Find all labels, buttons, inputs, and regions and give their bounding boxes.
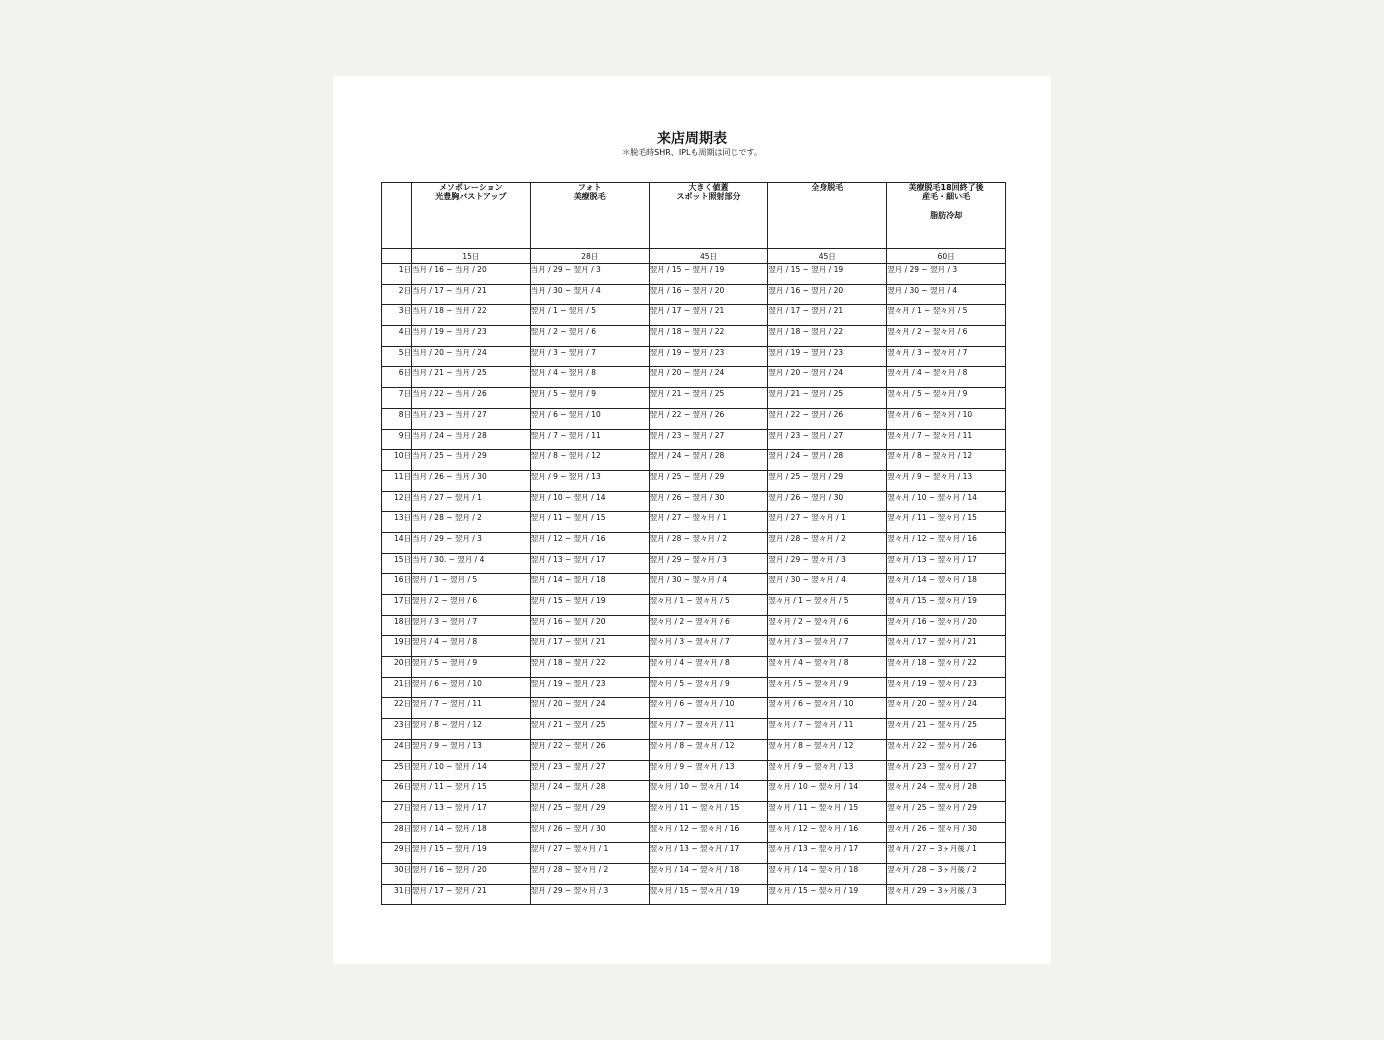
interval-corner: [382, 249, 412, 264]
schedule-cell: 翌々月 / 3 ~ 翌々月 / 7: [649, 636, 768, 657]
table-row: [382, 843, 1006, 864]
schedule-cell: 翌月 / 14 ~ 翌月 / 18: [530, 574, 649, 595]
schedule-cell: 翌々月 / 2 ~ 翌々月 / 6: [768, 615, 887, 636]
schedule-cell: 翌々月 / 5 ~ 翌々月 / 9: [768, 677, 887, 698]
day-label: 4日: [382, 326, 412, 347]
schedule-cell: 翌々月 / 6 ~ 翌々月 / 10: [768, 698, 887, 719]
schedule-cell: 当月 / 27 ~ 翌月 / 1: [412, 491, 531, 512]
schedule-cell: 翌々月 / 5 ~ 翌々月 / 9: [649, 677, 768, 698]
column-header: [530, 183, 649, 249]
schedule-cell: 翌々月 / 8 ~ 翌々月 / 12: [887, 450, 1006, 471]
table-row: [382, 429, 1006, 450]
table-row: [382, 553, 1006, 574]
schedule-cell: 当月 / 29 ~ 翌月 / 3: [530, 264, 649, 285]
schedule-cell: 翌々月 / 2 ~ 翌々月 / 6: [649, 615, 768, 636]
interval-cell: 60日: [887, 249, 1006, 264]
schedule-cell: 翌月 / 15 ~ 翌月 / 19: [768, 264, 887, 285]
schedule-cell: 翌々月 / 12 ~ 翌々月 / 16: [887, 532, 1006, 553]
table-row: [382, 884, 1006, 905]
schedule-cell: 翌月 / 19 ~ 翌月 / 23: [768, 346, 887, 367]
table-row: [382, 657, 1006, 678]
schedule-cell: 翌月 / 22 ~ 翌月 / 26: [530, 739, 649, 760]
day-label: 3日: [382, 305, 412, 326]
schedule-cell: 翌月 / 26 ~ 翌月 / 30: [530, 822, 649, 843]
schedule-cell: 翌々月 / 1 ~ 翌々月 / 5: [768, 595, 887, 616]
day-label: 24日: [382, 739, 412, 760]
schedule-cell: 翌月 / 18 ~ 翌月 / 22: [768, 326, 887, 347]
schedule-cell: 翌月 / 1 ~ 翌月 / 5: [530, 305, 649, 326]
table-row: [382, 532, 1006, 553]
column-header-line1: 美療脱毛18回終了後: [908, 183, 984, 192]
schedule-cell: 翌々月 / 23 ~ 翌々月 / 27: [887, 760, 1006, 781]
schedule-cell: 当月 / 20 ~ 当月 / 24: [412, 346, 531, 367]
schedule-cell: 当月 / 16 ~ 当月 / 20: [412, 264, 531, 285]
schedule-cell: 翌々月 / 10 ~ 翌々月 / 14: [768, 781, 887, 802]
schedule-cell: 翌々月 / 21 ~ 翌々月 / 25: [887, 719, 1006, 740]
schedule-cell: 翌月 / 3 ~ 翌月 / 7: [530, 346, 649, 367]
schedule-cell: 翌月 / 17 ~ 翌月 / 21: [412, 884, 531, 905]
day-label: 9日: [382, 429, 412, 450]
schedule-cell: 翌月 / 10 ~ 翌月 / 14: [530, 491, 649, 512]
schedule-cell: 翌月 / 22 ~ 翌月 / 26: [649, 408, 768, 429]
schedule-cell: 翌月 / 10 ~ 翌月 / 14: [412, 760, 531, 781]
day-label: 22日: [382, 698, 412, 719]
schedule-cell: 翌月 / 15 ~ 翌月 / 19: [412, 843, 531, 864]
table-row: [382, 408, 1006, 429]
schedule-cell: 翌月 / 3 ~ 翌月 / 7: [412, 615, 531, 636]
schedule-cell: 翌々月 / 6 ~ 翌々月 / 10: [649, 698, 768, 719]
schedule-cell: 翌月 / 8 ~ 翌月 / 12: [412, 719, 531, 740]
schedule-cell: 翌々月 / 15 ~ 翌々月 / 19: [768, 884, 887, 905]
schedule-cell: 翌月 / 9 ~ 翌月 / 13: [412, 739, 531, 760]
schedule-cell: 翌月 / 27 ~ 翌々月 / 1: [768, 512, 887, 533]
schedule-cell: 翌々月 / 20 ~ 翌々月 / 24: [887, 698, 1006, 719]
schedule-cell: 翌月 / 16 ~ 翌月 / 20: [412, 863, 531, 884]
schedule-cell: 翌々月 / 7 ~ 翌々月 / 11: [768, 719, 887, 740]
schedule-cell: 翌々月 / 7 ~ 翌々月 / 11: [649, 719, 768, 740]
column-header-line2: 美療脱毛: [573, 192, 606, 201]
schedule-cell: 翌月 / 18 ~ 翌月 / 22: [649, 326, 768, 347]
column-header-note: 脂肪冷却: [930, 211, 963, 220]
day-label: 21日: [382, 677, 412, 698]
table-row: [382, 822, 1006, 843]
schedule-cell: 翌々月 / 14 ~ 翌々月 / 18: [649, 863, 768, 884]
document-subtitle: ＊脱毛時SHR、IPLも周期は同じです。: [622, 148, 762, 157]
schedule-cell: 翌月 / 23 ~ 翌月 / 27: [530, 760, 649, 781]
document-page: [333, 76, 1051, 964]
schedule-cell: 当月 / 21 ~ 当月 / 25: [412, 367, 531, 388]
schedule-cell: 翌々月 / 26 ~ 翌々月 / 30: [887, 822, 1006, 843]
interval-cell: 45日: [768, 249, 887, 264]
schedule-cell: 翌々月 / 9 ~ 翌々月 / 13: [887, 470, 1006, 491]
day-label: 26日: [382, 781, 412, 802]
schedule-cell: 翌月 / 29 ~ 翌々月 / 3: [649, 553, 768, 574]
day-label: 20日: [382, 657, 412, 678]
schedule-cell: 翌月 / 8 ~ 翌月 / 12: [530, 450, 649, 471]
day-label: 25日: [382, 760, 412, 781]
schedule-cell: 翌々月 / 16 ~ 翌々月 / 20: [887, 615, 1006, 636]
schedule-cell: 翌月 / 22 ~ 翌月 / 26: [768, 408, 887, 429]
day-label: 13日: [382, 512, 412, 533]
schedule-cell: 翌月 / 6 ~ 翌月 / 10: [412, 677, 531, 698]
column-header: [412, 183, 531, 249]
table-row: [382, 781, 1006, 802]
table-row: [382, 677, 1006, 698]
schedule-cell: 翌々月 / 9 ~ 翌々月 / 13: [649, 760, 768, 781]
day-label: 29日: [382, 843, 412, 864]
interval-row: [382, 249, 1006, 264]
schedule-cell: 翌々月 / 13 ~ 翌々月 / 17: [649, 843, 768, 864]
table-row: [382, 470, 1006, 491]
schedule-cell: 翌々月 / 10 ~ 翌々月 / 14: [887, 491, 1006, 512]
schedule-cell: 翌々月 / 1 ~ 翌々月 / 5: [649, 595, 768, 616]
table-row: [382, 615, 1006, 636]
schedule-cell: 翌々月 / 15 ~ 翌々月 / 19: [887, 595, 1006, 616]
schedule-cell: 翌月 / 24 ~ 翌月 / 28: [649, 450, 768, 471]
schedule-cell: 翌月 / 28 ~ 翌々月 / 2: [649, 532, 768, 553]
schedule-cell: 翌月 / 30 ~ 翌々月 / 4: [649, 574, 768, 595]
schedule-cell: 当月 / 30. ~ 翌月 / 4: [412, 553, 531, 574]
schedule-cell: 当月 / 19 ~ 当月 / 23: [412, 326, 531, 347]
interval-cell: 28日: [530, 249, 649, 264]
day-label: 11日: [382, 470, 412, 491]
schedule-cell: 翌々月 / 13 ~ 翌々月 / 17: [887, 553, 1006, 574]
schedule-cell: 翌月 / 12 ~ 翌月 / 16: [530, 532, 649, 553]
table-row: [382, 760, 1006, 781]
day-label: 14日: [382, 532, 412, 553]
schedule-cell: 翌々月 / 9 ~ 翌々月 / 13: [768, 760, 887, 781]
schedule-cell: 翌月 / 25 ~ 翌月 / 29: [649, 470, 768, 491]
day-label: 17日: [382, 595, 412, 616]
document-title: 来店周期表: [657, 131, 727, 147]
column-header: [768, 183, 887, 249]
day-label: 6日: [382, 367, 412, 388]
schedule-cell: 当月 / 28 ~ 翌月 / 2: [412, 512, 531, 533]
table-row: [382, 367, 1006, 388]
schedule-cell: 翌々月 / 22 ~ 翌々月 / 26: [887, 739, 1006, 760]
table-row: [382, 739, 1006, 760]
schedule-cell: 翌月 / 23 ~ 翌月 / 27: [768, 429, 887, 450]
schedule-cell: 翌月 / 29 ~ 翌々月 / 3: [530, 884, 649, 905]
day-label: 1日: [382, 264, 412, 285]
header-row: [382, 183, 1006, 249]
schedule-cell: 翌月 / 17 ~ 翌月 / 21: [649, 305, 768, 326]
schedule-cell: 当月 / 29 ~ 翌月 / 3: [412, 532, 531, 553]
schedule-cell: 当月 / 24 ~ 当月 / 28: [412, 429, 531, 450]
schedule-cell: 翌月 / 19 ~ 翌月 / 23: [530, 677, 649, 698]
table-row: [382, 719, 1006, 740]
schedule-cell: 翌月 / 23 ~ 翌月 / 27: [649, 429, 768, 450]
schedule-cell: 当月 / 18 ~ 当月 / 22: [412, 305, 531, 326]
schedule-cell: 翌月 / 9 ~ 翌月 / 13: [530, 470, 649, 491]
schedule-cell: 翌々月 / 27 ~ 3ヶ月後 / 1: [887, 843, 1006, 864]
schedule-cell: 翌月 / 16 ~ 翌月 / 20: [768, 284, 887, 305]
schedule-cell: 翌々月 / 11 ~ 翌々月 / 15: [649, 801, 768, 822]
schedule-cell: 翌月 / 30 ~ 翌々月 / 4: [768, 574, 887, 595]
table-row: [382, 388, 1006, 409]
day-label: 19日: [382, 636, 412, 657]
schedule-cell: 翌月 / 13 ~ 翌月 / 17: [412, 801, 531, 822]
schedule-cell: 翌月 / 20 ~ 翌月 / 24: [530, 698, 649, 719]
schedule-cell: 翌月 / 27 ~ 翌々月 / 1: [649, 512, 768, 533]
schedule-cell: 翌月 / 21 ~ 翌月 / 25: [530, 719, 649, 740]
schedule-cell: 翌月 / 2 ~ 翌月 / 6: [530, 326, 649, 347]
schedule-cell: 翌々月 / 18 ~ 翌々月 / 22: [887, 657, 1006, 678]
schedule-cell: 翌月 / 24 ~ 翌月 / 28: [530, 781, 649, 802]
day-label: 7日: [382, 388, 412, 409]
table-body: [382, 264, 1006, 905]
day-label: 15日: [382, 553, 412, 574]
schedule-cell: 翌月 / 17 ~ 翌月 / 21: [530, 636, 649, 657]
schedule-cell: 当月 / 30 ~ 翌月 / 4: [530, 284, 649, 305]
interval-cell: 45日: [649, 249, 768, 264]
table-row: [382, 305, 1006, 326]
column-header-line1: 全身脱毛: [811, 183, 844, 192]
day-label: 2日: [382, 284, 412, 305]
visit-cycle-table: [381, 182, 1006, 905]
table-row: [382, 636, 1006, 657]
schedule-cell: 翌月 / 25 ~ 翌月 / 29: [768, 470, 887, 491]
day-label: 5日: [382, 346, 412, 367]
schedule-cell: 翌月 / 15 ~ 翌月 / 19: [649, 264, 768, 285]
schedule-cell: 翌月 / 13 ~ 翌月 / 17: [530, 553, 649, 574]
schedule-cell: 翌月 / 21 ~ 翌月 / 25: [768, 388, 887, 409]
schedule-cell: 翌々月 / 11 ~ 翌々月 / 15: [887, 512, 1006, 533]
schedule-cell: 翌月 / 25 ~ 翌月 / 29: [530, 801, 649, 822]
schedule-cell: 翌月 / 26 ~ 翌月 / 30: [649, 491, 768, 512]
table-row: [382, 450, 1006, 471]
schedule-cell: 翌々月 / 4 ~ 翌々月 / 8: [887, 367, 1006, 388]
day-label: 31日: [382, 884, 412, 905]
schedule-cell: 翌々月 / 10 ~ 翌々月 / 14: [649, 781, 768, 802]
schedule-cell: 当月 / 25 ~ 当月 / 29: [412, 450, 531, 471]
schedule-cell: 翌月 / 19 ~ 翌月 / 23: [649, 346, 768, 367]
schedule-cell: 翌月 / 11 ~ 翌月 / 15: [530, 512, 649, 533]
schedule-cell: 翌月 / 28 ~ 翌々月 / 2: [768, 532, 887, 553]
schedule-cell: 翌月 / 27 ~ 翌々月 / 1: [530, 843, 649, 864]
schedule-cell: 翌々月 / 3 ~ 翌々月 / 7: [887, 346, 1006, 367]
schedule-cell: 翌々月 / 4 ~ 翌々月 / 8: [649, 657, 768, 678]
schedule-cell: 翌月 / 4 ~ 翌月 / 8: [530, 367, 649, 388]
schedule-cell: 翌月 / 18 ~ 翌月 / 22: [530, 657, 649, 678]
column-header-line2: スポット照射部分: [676, 192, 741, 201]
schedule-cell: 翌月 / 26 ~ 翌月 / 30: [768, 491, 887, 512]
table-row: [382, 698, 1006, 719]
column-header-line2: 産毛・細い毛: [922, 192, 971, 201]
schedule-cell: 翌々月 / 5 ~ 翌々月 / 9: [887, 388, 1006, 409]
day-label: 16日: [382, 574, 412, 595]
table-row: [382, 595, 1006, 616]
day-label: 8日: [382, 408, 412, 429]
schedule-cell: 翌月 / 20 ~ 翌月 / 24: [768, 367, 887, 388]
schedule-cell: 翌月 / 6 ~ 翌月 / 10: [530, 408, 649, 429]
schedule-cell: 翌月 / 14 ~ 翌月 / 18: [412, 822, 531, 843]
table-row: [382, 491, 1006, 512]
schedule-cell: 翌々月 / 14 ~ 翌々月 / 18: [768, 863, 887, 884]
schedule-cell: 当月 / 22 ~ 当月 / 26: [412, 388, 531, 409]
day-label: 30日: [382, 863, 412, 884]
table-row: [382, 512, 1006, 533]
schedule-cell: 翌月 / 29 ~ 翌々月 / 3: [768, 553, 887, 574]
table-row: [382, 863, 1006, 884]
day-label: 28日: [382, 822, 412, 843]
schedule-cell: 翌月 / 15 ~ 翌月 / 19: [530, 595, 649, 616]
schedule-cell: 翌々月 / 13 ~ 翌々月 / 17: [768, 843, 887, 864]
schedule-cell: 翌々月 / 12 ~ 翌々月 / 16: [768, 822, 887, 843]
schedule-cell: 翌月 / 30 ~ 翌月 / 4: [887, 284, 1006, 305]
schedule-cell: 翌々月 / 8 ~ 翌々月 / 12: [649, 739, 768, 760]
schedule-cell: 翌々月 / 15 ~ 翌々月 / 19: [649, 884, 768, 905]
schedule-cell: 翌々月 / 24 ~ 翌々月 / 28: [887, 781, 1006, 802]
column-header-line1: メソポレーション: [439, 183, 503, 192]
schedule-cell: 翌月 / 11 ~ 翌月 / 15: [412, 781, 531, 802]
schedule-cell: 翌々月 / 3 ~ 翌々月 / 7: [768, 636, 887, 657]
schedule-cell: 翌月 / 2 ~ 翌月 / 6: [412, 595, 531, 616]
schedule-cell: 翌々月 / 19 ~ 翌々月 / 23: [887, 677, 1006, 698]
schedule-cell: 翌月 / 21 ~ 翌月 / 25: [649, 388, 768, 409]
column-header-line2: 光豊胸バストアップ: [435, 192, 507, 201]
table-row: [382, 801, 1006, 822]
schedule-cell: 翌々月 / 4 ~ 翌々月 / 8: [768, 657, 887, 678]
schedule-cell: 当月 / 17 ~ 当月 / 21: [412, 284, 531, 305]
schedule-cell: 当月 / 26 ~ 当月 / 30: [412, 470, 531, 491]
table-row: [382, 284, 1006, 305]
schedule-cell: 翌月 / 5 ~ 翌月 / 9: [412, 657, 531, 678]
column-header-line1: フォト: [577, 183, 602, 192]
schedule-cell: 翌月 / 20 ~ 翌月 / 24: [649, 367, 768, 388]
schedule-cell: 翌月 / 4 ~ 翌月 / 8: [412, 636, 531, 657]
schedule-cell: 翌月 / 17 ~ 翌月 / 21: [768, 305, 887, 326]
schedule-cell: 翌々月 / 28 ~ 3ヶ月後 / 2: [887, 863, 1006, 884]
schedule-cell: 翌月 / 28 ~ 翌々月 / 2: [530, 863, 649, 884]
interval-cell: 15日: [412, 249, 531, 264]
schedule-cell: 翌々月 / 29 ~ 3ヶ月後 / 3: [887, 884, 1006, 905]
schedule-cell: 当月 / 23 ~ 当月 / 27: [412, 408, 531, 429]
schedule-cell: 翌々月 / 1 ~ 翌々月 / 5: [887, 305, 1006, 326]
header-corner: [382, 183, 412, 249]
table-row: [382, 264, 1006, 285]
day-label: 23日: [382, 719, 412, 740]
schedule-cell: 翌月 / 1 ~ 翌月 / 5: [412, 574, 531, 595]
schedule-cell: 翌月 / 16 ~ 翌月 / 20: [530, 615, 649, 636]
column-header: [649, 183, 768, 249]
schedule-cell: 翌月 / 29 ~ 翌月 / 3: [887, 264, 1006, 285]
schedule-cell: 翌月 / 24 ~ 翌月 / 28: [768, 450, 887, 471]
column-header-line1: 大きく値蓋: [688, 183, 729, 192]
day-label: 27日: [382, 801, 412, 822]
table-row: [382, 346, 1006, 367]
day-label: 18日: [382, 615, 412, 636]
day-label: 12日: [382, 491, 412, 512]
schedule-cell: 翌々月 / 25 ~ 翌々月 / 29: [887, 801, 1006, 822]
schedule-cell: 翌々月 / 11 ~ 翌々月 / 15: [768, 801, 887, 822]
schedule-cell: 翌々月 / 14 ~ 翌々月 / 18: [887, 574, 1006, 595]
day-label: 10日: [382, 450, 412, 471]
table-row: [382, 574, 1006, 595]
schedule-cell: 翌々月 / 17 ~ 翌々月 / 21: [887, 636, 1006, 657]
schedule-cell: 翌々月 / 2 ~ 翌々月 / 6: [887, 326, 1006, 347]
column-header: [887, 183, 1006, 249]
schedule-cell: 翌月 / 16 ~ 翌月 / 20: [649, 284, 768, 305]
schedule-cell: 翌月 / 7 ~ 翌月 / 11: [530, 429, 649, 450]
table-row: [382, 326, 1006, 347]
schedule-cell: 翌々月 / 8 ~ 翌々月 / 12: [768, 739, 887, 760]
schedule-cell: 翌月 / 7 ~ 翌月 / 11: [412, 698, 531, 719]
schedule-cell: 翌々月 / 12 ~ 翌々月 / 16: [649, 822, 768, 843]
schedule-cell: 翌々月 / 6 ~ 翌々月 / 10: [887, 408, 1006, 429]
schedule-cell: 翌々月 / 7 ~ 翌々月 / 11: [887, 429, 1006, 450]
schedule-cell: 翌月 / 5 ~ 翌月 / 9: [530, 388, 649, 409]
